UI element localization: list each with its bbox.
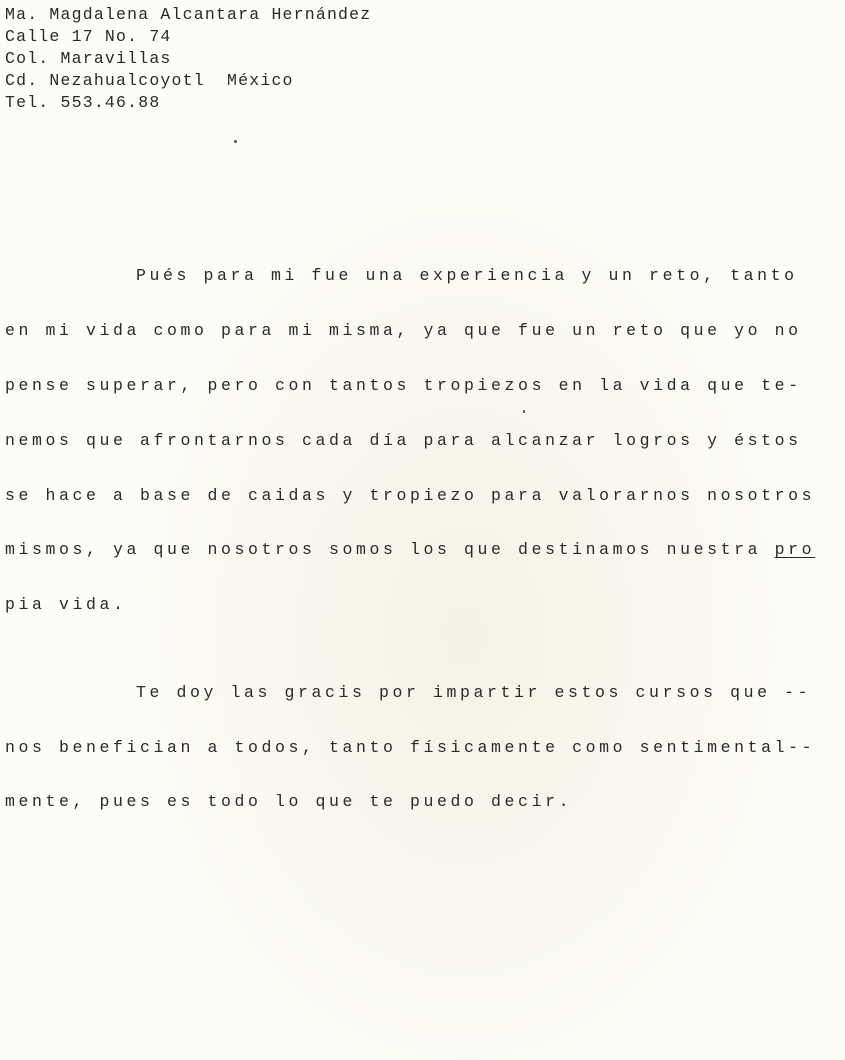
underlined-hyphenation: pro xyxy=(774,540,816,559)
sender-phone: Tel. 553.46.88 xyxy=(5,93,161,112)
paragraph2-line-2: nos benefician a todos, tanto físicamente como sentimental-- xyxy=(5,738,816,757)
paragraph1-line-6-text: mismos, ya que nosotros somos los que destinamos nuestra xyxy=(5,540,775,559)
paragraph2-line-3: mente, pues es todo lo que te puedo decir. xyxy=(5,792,573,811)
sender-name: Ma. Magdalena Alcantara Hernández xyxy=(5,5,372,24)
paragraph1-line-3: pense superar, pero con tantos tropiezos en la vida que te- xyxy=(5,376,802,395)
paragraph1-line-6 xyxy=(5,540,815,559)
sender-street: Calle 17 No. 74 xyxy=(5,27,172,46)
sender-city: Cd. Nezahualcoyotl México xyxy=(5,71,294,90)
ink-speck xyxy=(523,410,525,413)
paragraph1-line-4: nemos que afrontarnos cada día para alcanzar logros y éstos xyxy=(5,431,802,450)
sender-address-block xyxy=(5,4,371,114)
ink-speck xyxy=(234,140,237,143)
paragraph1-line-1: Pués para mi fue una experiencia y un reto, tanto xyxy=(136,266,798,285)
paragraph1-line-7: pia vida. xyxy=(5,595,127,614)
paragraph1-line-5: se hace a base de caidas y tropiezo para valorarnos nosotros xyxy=(5,486,816,505)
paragraph1-line-2: en mi vida como para mi misma, ya que fue un reto que yo no xyxy=(5,321,802,340)
paragraph2-line-1: Te doy las gracis por impartir estos cursos que -- xyxy=(136,683,812,702)
sender-colonia: Col. Maravillas xyxy=(5,49,172,68)
